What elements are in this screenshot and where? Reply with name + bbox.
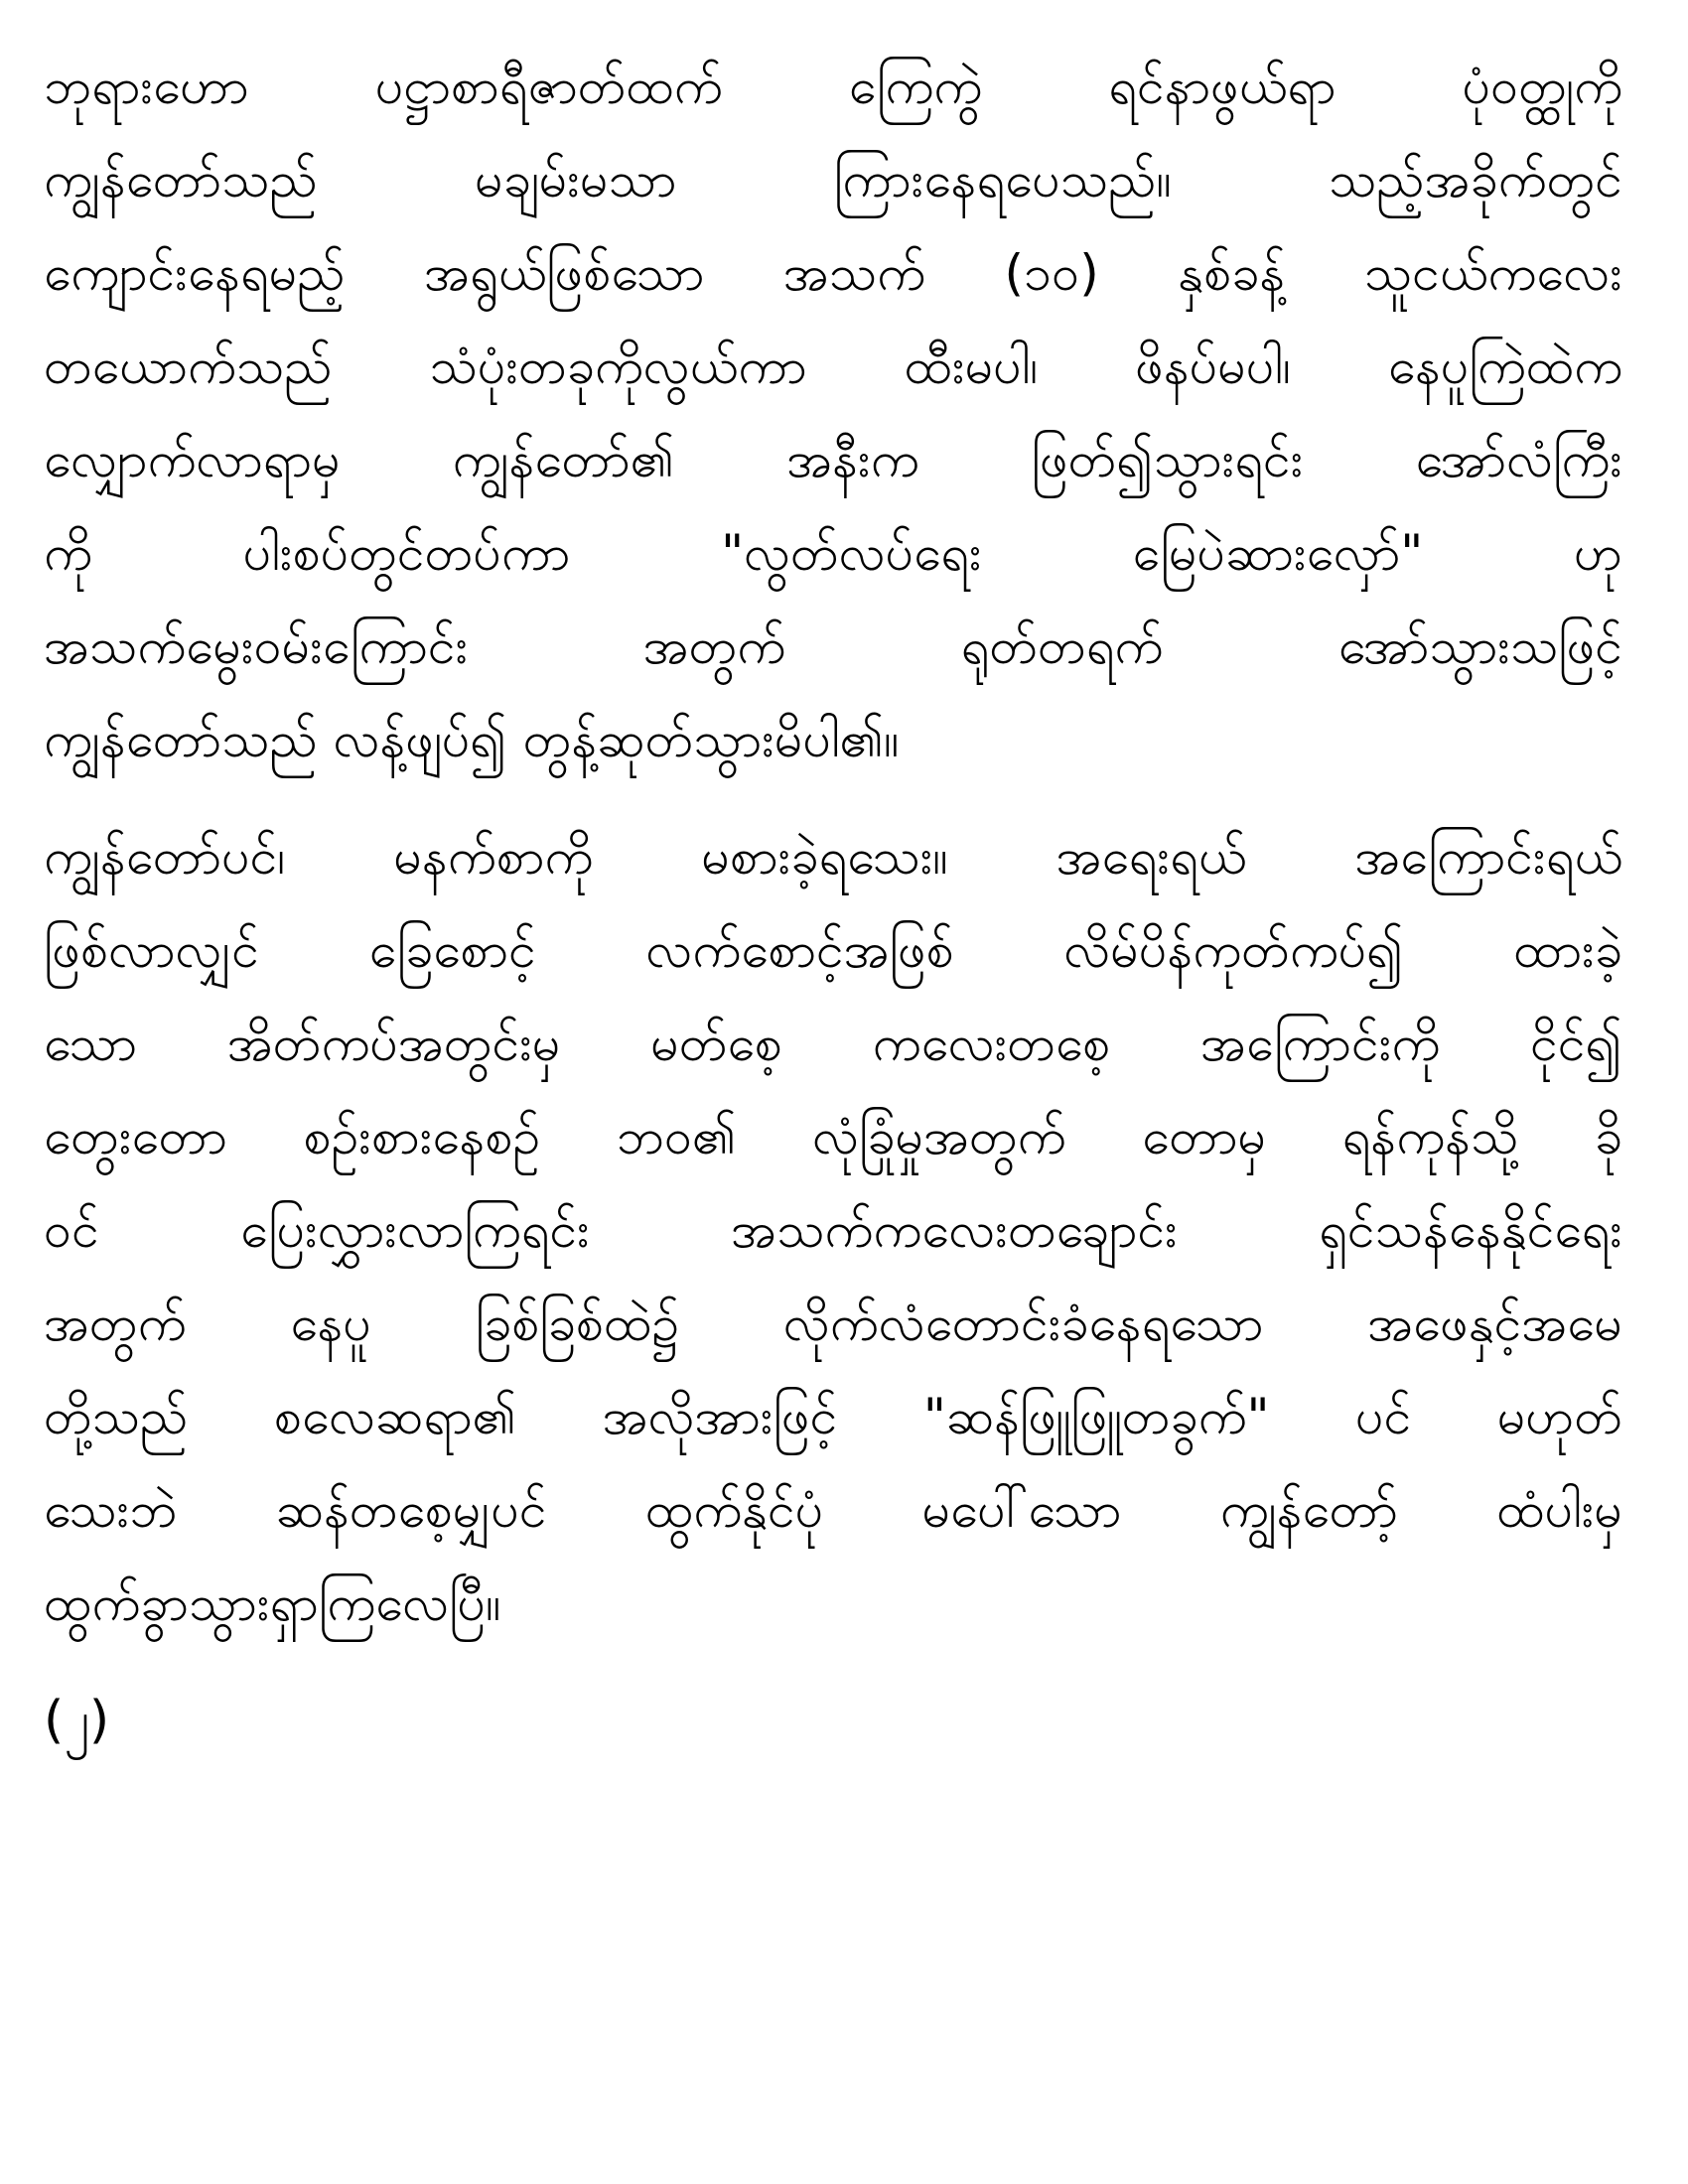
text-line: ကျွန်တော်ပင်၊ မနက်စာကို မစားခဲ့ရသေး။ အရေးရယ် အကြောင်းရယ် [44, 828, 1622, 886]
text-line: ဖြစ်လာလျှင် ခြေစောင့် လက်စောင့်အဖြစ် လိမ်ပိန်ကုတ်ကပ်၍ ထားခဲ့ [44, 921, 1622, 979]
text-line: သော အိတ်ကပ်အတွင်းမှ မတ်စေ့ ကလေးတစေ့ အကြောင်းကို ငိုင်၍ [44, 1015, 1622, 1072]
text-line: အသက်မွေးဝမ်းကြောင်း အတွက် ရုတ်တရက် အော်သွားသဖြင့် [44, 617, 1622, 675]
text-line: တို့သည် စလေဆရာ၏ အလိုအားဖြင့် "ဆန်ဖြူဖြူတခွက်" ပင် မဟုတ် [44, 1388, 1622, 1445]
text-line: တယောက်သည် သံပုံးတခုကိုလွယ်ကာ ထီးမပါ၊ ဖိနပ်မပါ၊ နေပူကြဲထဲက [44, 338, 1622, 395]
text-line: တွေးတော စဉ်းစားနေစဉ် ဘဝ၏ လုံခြုံမှုအတွက် တောမှ ရန်ကုန်သို့ ခို [44, 1108, 1622, 1165]
document-body [44, 40, 1622, 1650]
text-line: ထွက်ခွာသွားရှာကြလေပြီ။ [44, 1574, 501, 1632]
text-line: ကျွန်တော်သည် လန့်ဖျပ်၍ တွန့်ဆုတ်သွားမိပါ၏။ [44, 711, 900, 768]
paragraph [44, 810, 1622, 1650]
paragraph [44, 40, 1622, 786]
text-line: ဘုရားဟော ပဋ္ဌာစာရီဇာတ်ထက် ကြေကွဲ ရင်နာဖွယ်ရာ ပုံဝတ္ထုကို [44, 58, 1622, 115]
text-line: ကျောင်းနေရမည့် အရွယ်ဖြစ်သော အသက် (၁၀) နှစ်ခန့် သူငယ်ကလေး [44, 244, 1622, 302]
text-line: အတွက် နေပူ ခြစ်ခြစ်ထဲ၌ လိုက်လံတောင်းခံနေရသော အဖေနှင့်အမေ [44, 1295, 1622, 1352]
text-line: လျှောက်လာရာမှ ကျွန်တော်၏ အနီးက ဖြတ်၍သွားရင်း အော်လံကြီး [44, 431, 1622, 488]
section-number: (၂) [44, 1691, 110, 1750]
text-line: သေးဘဲ ဆန်တစေ့မျှပင် ထွက်နိုင်ပုံ မပေါ်သော ကျွန်တော့် ထံပါးမှ [44, 1481, 1622, 1539]
text-line: ဝင် ပြေးလွှားလာကြရင်း အသက်ကလေးတချောင်း ရှင်သန်နေနိုင်ရေး [44, 1201, 1622, 1259]
text-line: ကို ပါးစပ်တွင်တပ်ကာ "လွတ်လပ်ရေး မြေပဲဆားလှော်" ဟု [44, 524, 1622, 582]
text-line: ကျွန်တော်သည် မချမ်းမသာ ကြားနေရပေသည်။ သည့်အခိုက်တွင် [44, 151, 1622, 208]
document-page [44, 40, 1622, 1767]
